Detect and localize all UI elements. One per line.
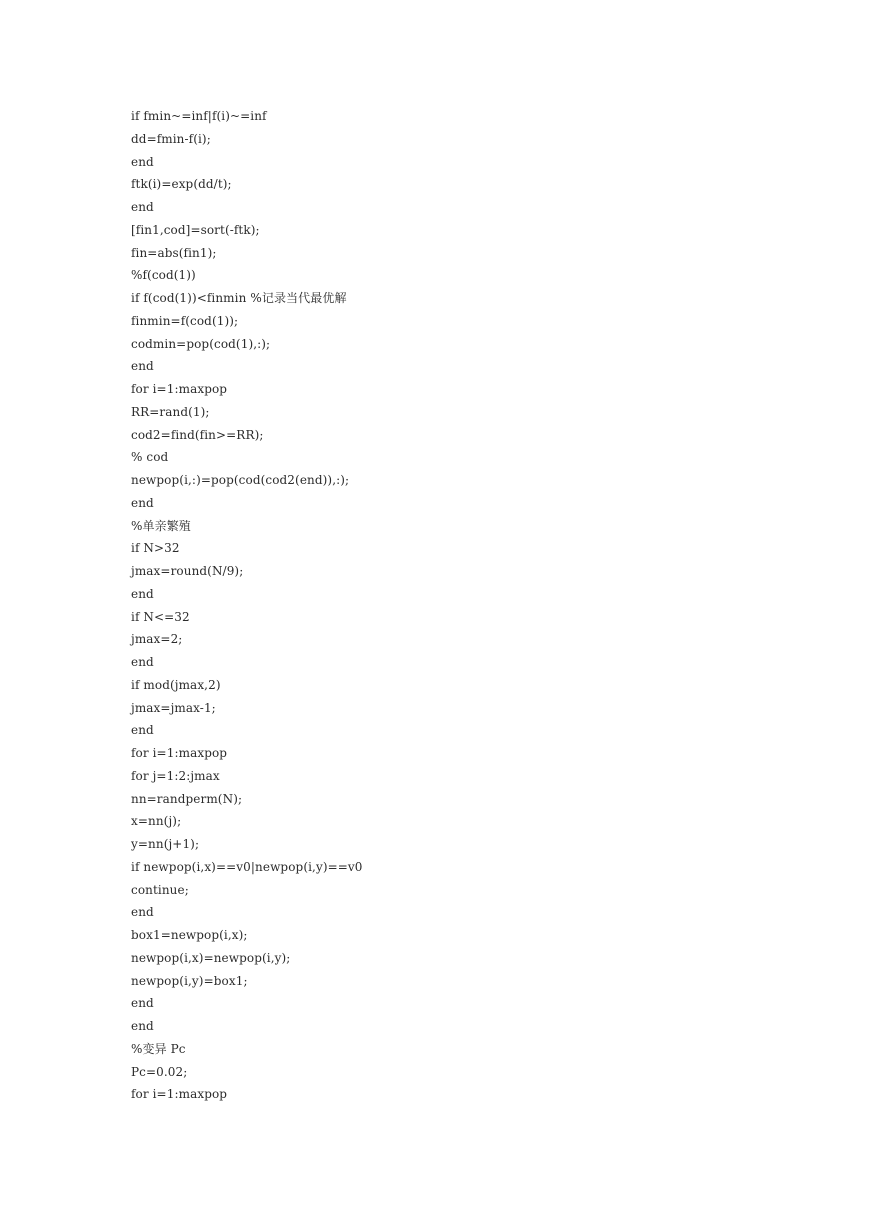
- code-listing: [131, 105, 363, 1106]
- code-line: if N<=32: [131, 609, 190, 624]
- code-line: box1=newpop(i,x);: [131, 928, 248, 942]
- code-line: if f(cod(1))<finmin %记录当代最优解: [131, 291, 347, 305]
- code-line: RR=rand(1);: [131, 404, 210, 419]
- code-line: nn=randperm(N);: [131, 791, 243, 806]
- code-line: newpop(i,y)=box1;: [131, 973, 248, 988]
- code-line: dd=fmin-f(i);: [131, 131, 211, 146]
- code-line: continue;: [131, 882, 189, 897]
- code-line: for j=1:2:jmax: [131, 768, 220, 783]
- code-line: end: [131, 495, 154, 510]
- code-line: fin=abs(fin1);: [131, 245, 217, 260]
- code-line: end: [131, 655, 154, 669]
- code-line: end: [131, 905, 154, 920]
- code-line: end: [131, 359, 154, 374]
- code-line: if newpop(i,x)==v0|newpop(i,y)==v0: [131, 859, 363, 874]
- code-line: newpop(i,x)=newpop(i,y);: [131, 950, 291, 965]
- code-line: jmax=round(N/9);: [131, 564, 244, 578]
- code-line: newpop(i,:)=pop(cod(cod2(end)),:);: [131, 473, 350, 487]
- code-line: %f(cod(1)): [131, 268, 196, 283]
- code-line: y=nn(j+1);: [131, 837, 200, 851]
- code-line: codmin=pop(cod(1),:);: [131, 336, 271, 351]
- code-line: end: [131, 1019, 154, 1033]
- code-line: Pc=0.02;: [131, 1064, 188, 1079]
- code-line: end: [131, 586, 154, 601]
- code-line: end: [131, 996, 154, 1011]
- code-line: for i=1:maxpop: [131, 746, 228, 760]
- code-line: % cod: [131, 450, 169, 465]
- code-line: jmax=jmax-1;: [131, 700, 216, 715]
- code-line: end: [131, 200, 154, 214]
- code-line: end: [131, 723, 154, 738]
- code-line: if N>32: [131, 541, 180, 556]
- code-line: for i=1:maxpop: [131, 382, 228, 396]
- code-line: [fin1,cod]=sort(-ftk);: [131, 222, 260, 237]
- code-line: ftk(i)=exp(dd/t);: [131, 177, 232, 192]
- code-line: if fmin~=inf|f(i)~=inf: [131, 109, 267, 123]
- code-line: if mod(jmax,2): [131, 677, 221, 692]
- code-line: %变异 Pc: [131, 1041, 186, 1056]
- code-line: x=nn(j);: [131, 814, 182, 829]
- code-line: for i=1:maxpop: [131, 1087, 228, 1102]
- code-line: %单亲繁殖: [131, 518, 191, 533]
- code-line: cod2=find(fin>=RR);: [131, 427, 264, 442]
- code-line: jmax=2;: [131, 632, 183, 647]
- code-line: finmin=f(cod(1));: [131, 313, 239, 328]
- code-line: end: [131, 154, 154, 169]
